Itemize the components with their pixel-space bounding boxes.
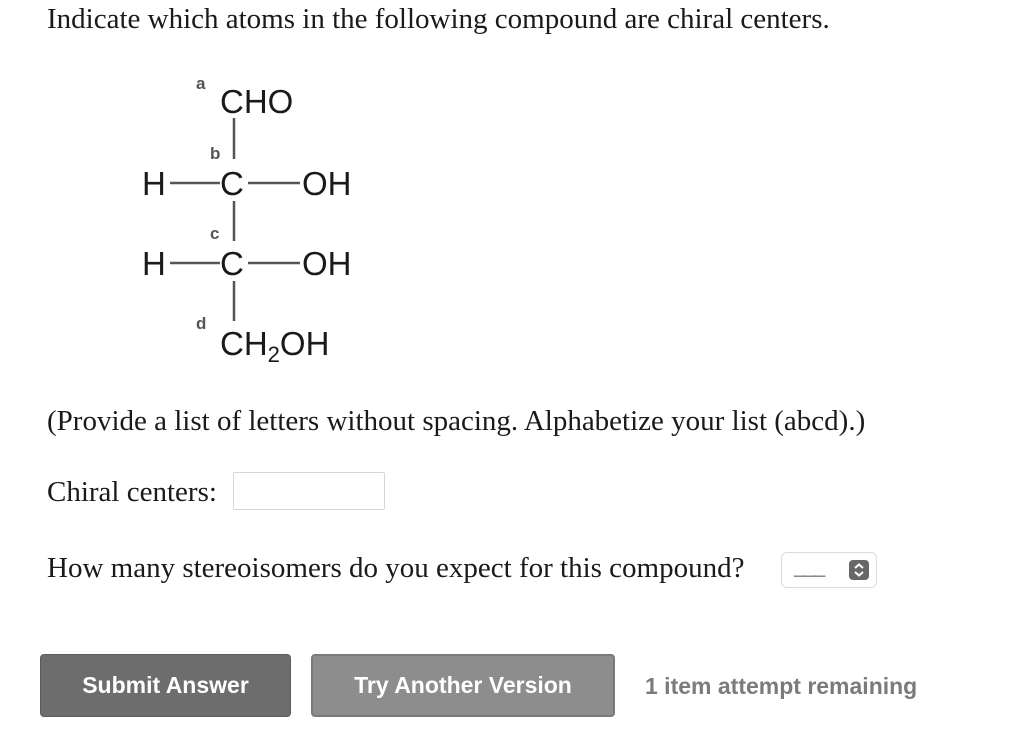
chiral-centers-label: Chiral centers: [47, 476, 217, 508]
label-b: b [210, 144, 221, 163]
oh-right-1: OH [302, 165, 352, 202]
chiral-centers-input[interactable] [233, 472, 385, 510]
submit-answer-button[interactable]: Submit Answer [40, 654, 291, 717]
bottom-group: CH2OH [220, 325, 330, 367]
label-a: a [196, 74, 206, 93]
try-another-version-button[interactable]: Try Another Version [311, 654, 615, 717]
stereoisomers-label: How many stereoisomers do you expect for this compound? [47, 552, 745, 584]
h-left-2: H [142, 245, 166, 282]
question-prompt: Indicate which atoms in the following compound are chiral centers. [47, 3, 830, 35]
oh-right-2: OH [302, 245, 352, 282]
stereoisomers-selected-value: ___ [794, 557, 825, 579]
top-group: CHO [220, 83, 294, 120]
label-d: d [196, 314, 207, 333]
carbon-c: C [220, 245, 244, 282]
carbon-b: C [220, 165, 244, 202]
attempts-remaining-text: 1 item attempt remaining [645, 673, 918, 699]
label-c: c [210, 224, 220, 243]
stereoisomers-select[interactable] [781, 552, 877, 588]
instructions-text: (Provide a list of letters without spacing. Alphabetize your list (abcd).) [47, 405, 866, 437]
updown-chevron-icon [849, 560, 869, 580]
h-left-1: H [142, 165, 166, 202]
molecule-diagram [130, 65, 370, 375]
